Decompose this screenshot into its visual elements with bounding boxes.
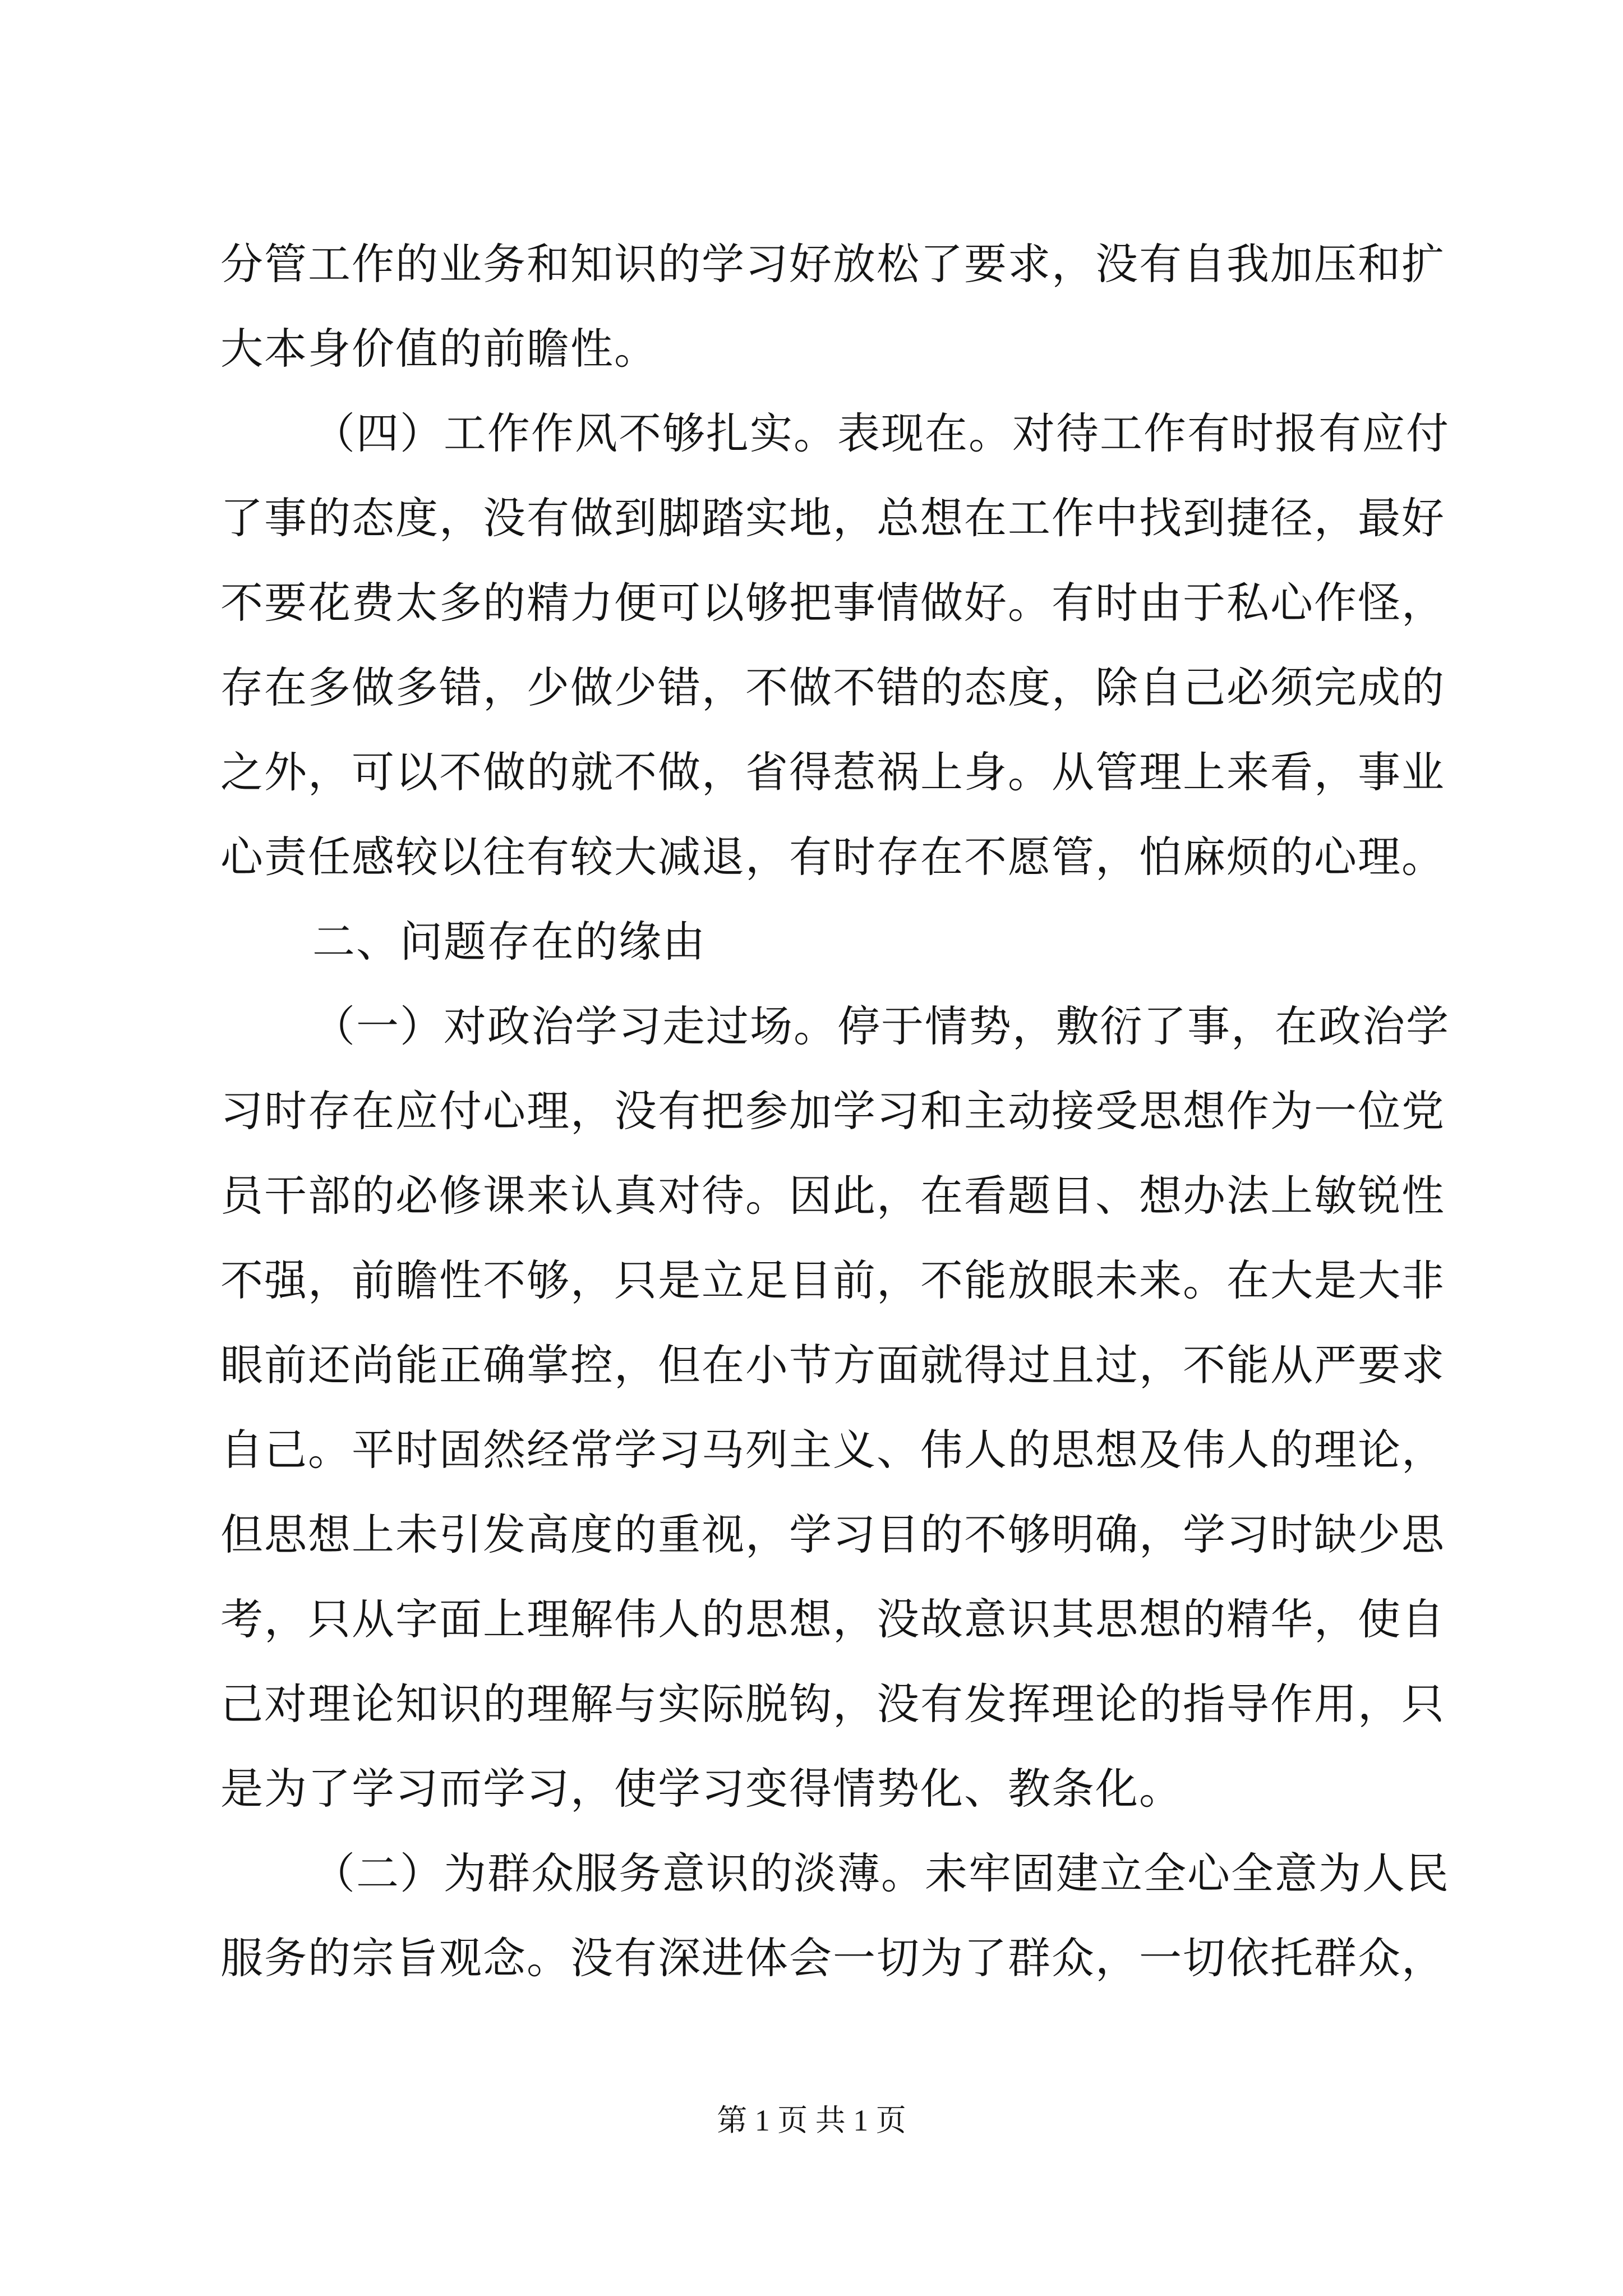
text-line: 了事的态度，没有做到脚踏实地，总想在工作中找到捷径，最好 [220, 493, 1445, 543]
text-line: 考，只从字面上理解伟人的思想，没故意识其思想的精华，使自 [220, 1594, 1445, 1644]
text-line: 不强，前瞻性不够，只是立足目前，不能放眼未来。在大是大非 [220, 1255, 1445, 1305]
paragraph-heading-2: （二）为群众服务意识的淡薄。未牢固建立全心全意为人民 [312, 1848, 1450, 1898]
section-heading: 二、问题存在的缘由 [312, 917, 706, 967]
text-line: 眼前还尚能正确掌控，但在小节方面就得过且过，不能从严要求 [220, 1340, 1445, 1390]
text-line: 自己。平时固然经常学习马列主义、伟人的思想及伟人的理论， [220, 1425, 1445, 1475]
paragraph-heading-4: （四）工作作风不够扎实。表现在。对待工作有时报有应付 [312, 408, 1450, 458]
text-line: 存在多做多错，少做少错，不做不错的态度，除自己必须完成的 [220, 662, 1445, 712]
text-line: 习时存在应付心理，没有把参加学习和主动接受思想作为一位党 [220, 1086, 1445, 1136]
text-line: 心责任感较以往有较大减退，有时存在不愿管，怕麻烦的心理。 [220, 832, 1445, 882]
text-line: 之外，可以不做的就不做，省得惹祸上身。从管理上来看，事业 [220, 747, 1445, 797]
body-text [220, 222, 1450, 2000]
text-line: 员干部的必修课来认真对待。因此，在看题目、想办法上敏锐性 [220, 1171, 1445, 1221]
text-line: 不要花费太多的精力便可以够把事情做好。有时由于私心作怪， [220, 578, 1445, 628]
text-line: 分管工作的业务和知识的学习好放松了要求，没有自我加压和扩 [220, 239, 1445, 289]
text-line: 大本身价值的前瞻性。 [220, 324, 658, 374]
text-line: 己对理论知识的理解与实际脱钩，没有发挥理论的指导作用，只 [220, 1679, 1445, 1729]
page-footer: 第 1 页 共 1 页 [717, 2104, 906, 2137]
text-line: 但思想上未引发高度的重视，学习目的不够明确，学习时缺少思 [220, 1510, 1445, 1559]
text-line: 服务的宗旨观念。没有深进体会一切为了群众，一切依托群众， [220, 1933, 1445, 1983]
text-line: 是为了学习而学习，使学习变得情势化、教条化。 [220, 1764, 1183, 1814]
paragraph-heading-1: （一）对政治学习走过场。停于情势，敷衍了事，在政治学 [312, 1001, 1450, 1051]
